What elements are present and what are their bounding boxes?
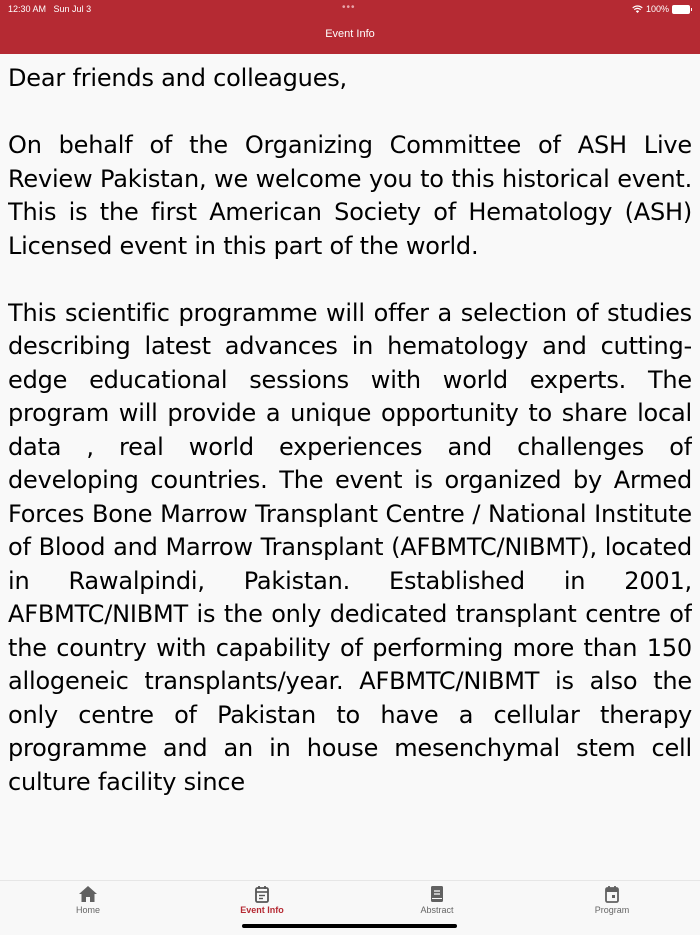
paragraph: This scientific programme will offer a selection of studies describing latest advances in hematology and cutting-edge educational sessions with world experts. The program will provide a unique opportunity to share local data , real world experiences and challenges of developing countries. The event is organized by Armed Forces Bone Marrow Transplant Centre / National Institute of Blood and Marrow Transplant (AFBMTC/NIBMT), located in Rawalpindi, Pakistan. Established in 2001, AFBMTC/NIBMT is the only dedicated transplant centre of the country with capability of performing more than 150 allogeneic transplants/year. AFBMTC/NIBMT is also the only centre of Pakistan to have a cellular therapy programme and an in house mesenchymal stem cell culture facility since [8,298,692,796]
multitask-dots-icon[interactable]: ••• [342,2,356,13]
wifi-icon [632,5,643,13]
tab-event-info[interactable] [212,885,312,915]
status-right [632,4,690,14]
home-icon [78,885,98,903]
tab-abstract[interactable] [387,885,487,915]
tab-program[interactable] [562,885,662,915]
date: Sun Jul 3 [53,4,92,14]
battery-percent: 100% [645,4,669,14]
event-note-icon [252,885,272,903]
time: 12:30 AM [8,4,47,14]
status-bar [0,3,700,17]
status-time [8,4,91,14]
event-info-content[interactable] [8,62,692,880]
tab-label: Abstract [420,905,454,915]
paragraph: On behalf of the Organizing Committee of ASH Live Review Pakistan, we welcome you to this historical event. This is the first American Society of Hematology (ASH) Licensed event in this part of the world. [8,131,692,260]
paragraph: Dear friends and colleagues, [8,64,347,92]
book-icon [427,885,447,903]
home-indicator[interactable] [242,924,457,928]
page-title: Event Info [325,28,375,40]
tab-label: Program [594,905,630,915]
calendar-icon [602,885,622,903]
tab-label: Home [75,905,100,915]
app-header [0,0,700,54]
tab-label: Event Info [240,905,284,915]
battery-icon [672,5,690,14]
tab-home[interactable] [38,885,138,915]
